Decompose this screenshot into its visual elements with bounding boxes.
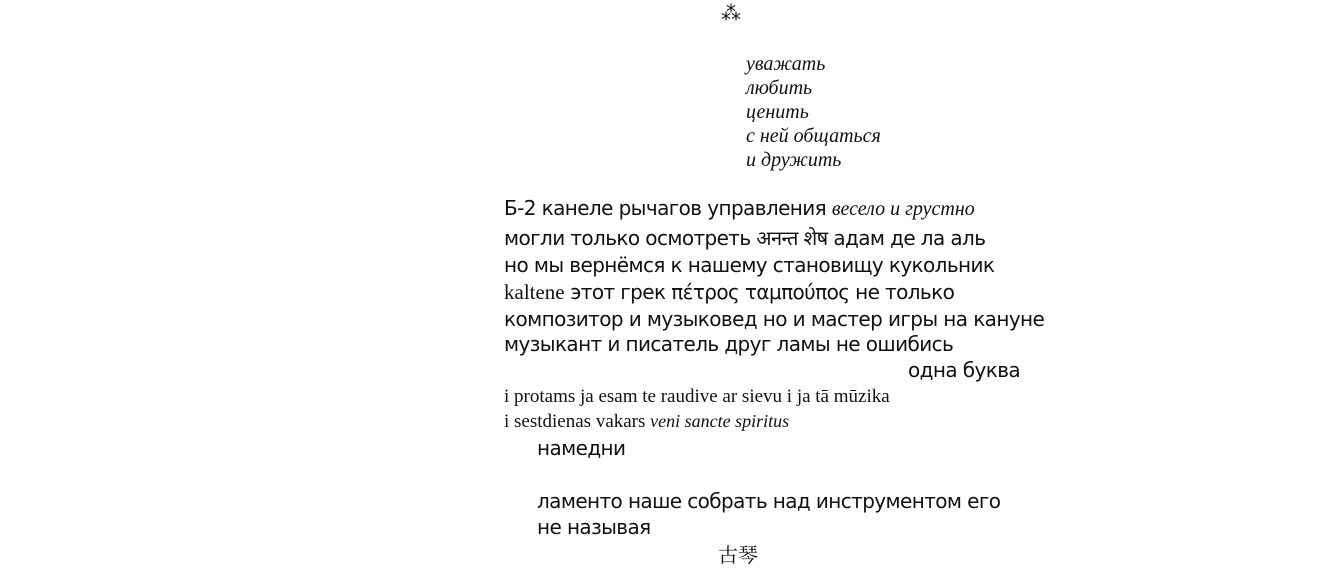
indented-line-2: ламенто наше собрать над инструментом его (537, 489, 1001, 513)
verse-line-4-text: этот грек πέτρος ταμπούπος не только (564, 280, 955, 304)
verse-line-4 (504, 279, 954, 305)
latvian-line-2-italic: veni sancte spiritus (650, 411, 790, 431)
italic-verse-line-3: ценить (746, 101, 809, 123)
italic-verse-line-2: любить (746, 77, 813, 99)
italic-verse-line-4: с ней общаться (746, 125, 881, 147)
asterism-ornament: ⁂ (721, 3, 741, 25)
verse-line-3: но мы вернёмся к нашему становищу кукольник (504, 253, 995, 277)
verse-line-1-italic: весело и грустно (831, 198, 975, 220)
latvian-line-2 (504, 409, 789, 434)
verse-line-2: могли только осмотреть अनन्त शेष адам де ла аль (504, 226, 986, 250)
guqin-glyphs: 古琴 (718, 543, 758, 567)
latvian-line-2-text: i sestdienas vakars (504, 411, 651, 432)
indented-line-3: не называя (537, 515, 651, 539)
verse-line-4-latin: kaltene (504, 280, 565, 304)
verse-line-1 (504, 195, 975, 222)
indented-line-1: намедни (537, 436, 626, 460)
verse-line-6: музыкант и писатель друг ламы не ошибись (504, 332, 954, 356)
latvian-line-1: i protams ja esam te raudive ar sievu i ja tā mūzika (504, 386, 890, 407)
verse-right-aligned-line: одна буква (908, 358, 1021, 382)
italic-verse-line-1: уважать (746, 53, 826, 75)
verse-line-1-text: Б-2 канеле рычагов управления (504, 196, 832, 220)
verse-line-5: композитор и музыковед но и мастер игры на кануне (504, 307, 1045, 331)
italic-verse-line-5: и дружить (746, 149, 842, 171)
